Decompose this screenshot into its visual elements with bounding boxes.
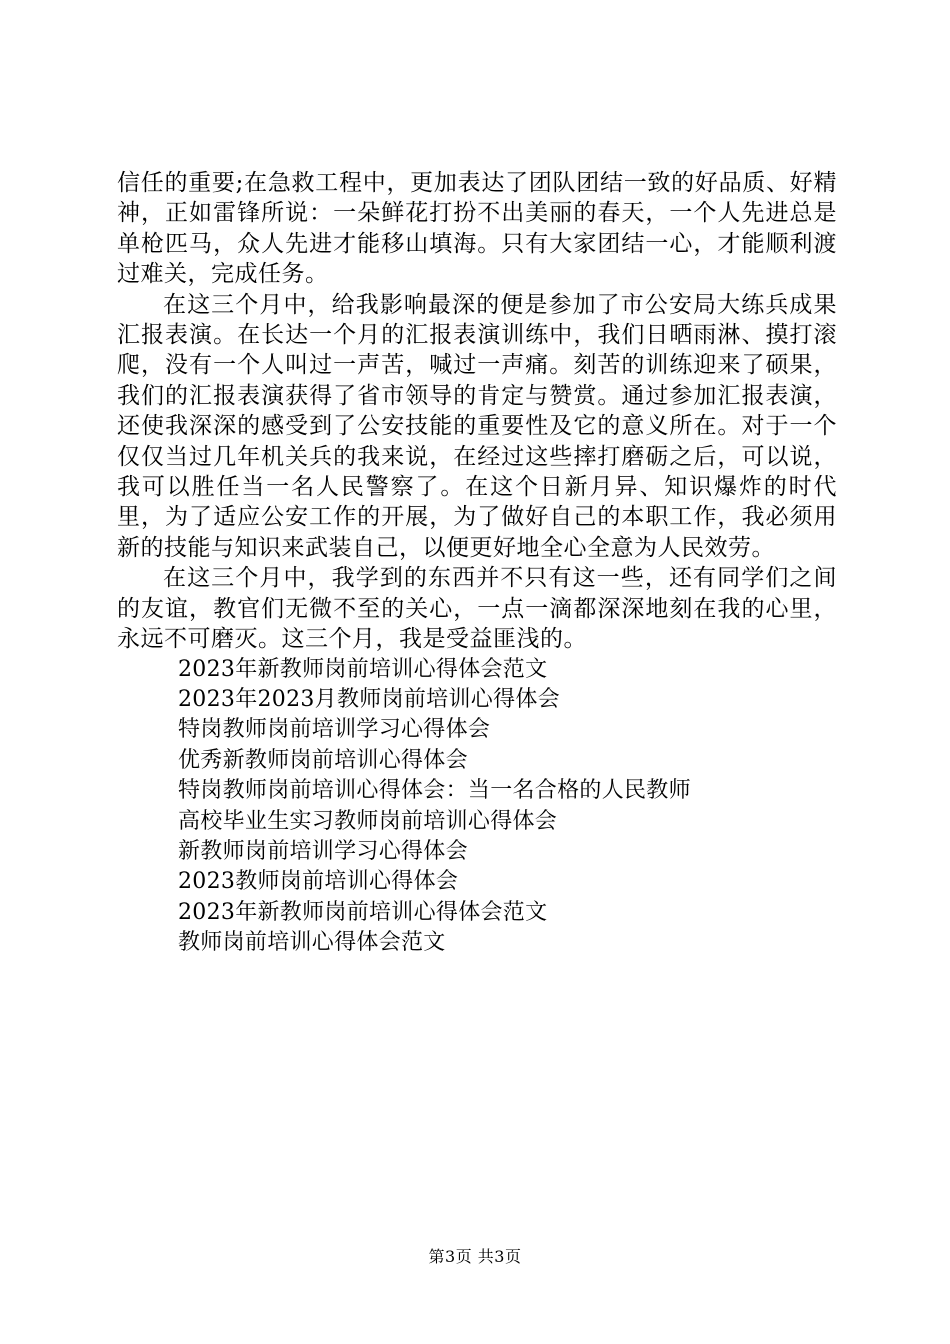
body-paragraph-3: 在这三个月中，我学到的东西并不只有这一些，还有同学们之间的友谊，教官们无微不至的关心，一点一滴都深深地刻在我的心里，永远不可磨灭。这三个月，我是受益匪浅的。 (117, 565, 837, 653)
related-article-link-5[interactable]: 特岗教师岗前培训心得体会：当一名合格的人民教师 (178, 778, 691, 804)
body-paragraph-1: 信任的重要;在急救工程中，更加表达了团队团结一致的好品质、好精神，正如雷锋所说：一朵鲜花打扮不出美丽的春天，一个人先进总是单枪匹马，众人先进才能移山填海。只有大家团结一心，才能顺利渡过难关，完成任务。 (117, 170, 837, 288)
body-paragraph-2: 在这三个月中，给我影响最深的便是参加了市公安局大练兵成果汇报表演。在长达一个月的汇报表演训练中，我们日晒雨淋、摸打滚爬，没有一个人叫过一声苦，喊过一声痛。刻苦的训练迎来了硕果，我们的汇报表演获得了省市领导的肯定与赞赏。通过参加汇报表演，还使我深深的感受到了公安技能的重要性及它的意义所在。对于一个仅仅当过几年机关兵的我来说，在经过这些摔打磨砺之后，可以说，我可以胜任当一名人民警察了。在这个日新月异、知识爆炸的时代里，为了适应公安工作的开展，为了做好自己的本职工作，我必须用新的技能与知识来武装自己，以便更好地全心全意为人民效劳。 (117, 291, 837, 561)
related-article-link-6[interactable]: 高校毕业生实习教师岗前培训心得体会 (178, 808, 558, 834)
related-articles-list (117, 655, 837, 959)
page-footer: 第3页 共3页 (428, 1247, 522, 1266)
document-body (117, 168, 837, 959)
related-article-link-7[interactable]: 新教师岗前培训学习心得体会 (178, 838, 468, 864)
related-article-link-4[interactable]: 优秀新教师岗前培训心得体会 (178, 747, 468, 773)
related-article-link-9[interactable]: 2023年新教师岗前培训心得体会范文 (178, 899, 548, 925)
related-article-link-10[interactable]: 教师岗前培训心得体会范文 (178, 930, 446, 956)
related-article-link-8[interactable]: 2023教师岗前培训心得体会 (178, 869, 459, 895)
related-article-link-2[interactable]: 2023年2023月教师岗前培训心得体会 (178, 686, 560, 712)
related-article-link-1[interactable]: 2023年新教师岗前培训心得体会范文 (178, 656, 548, 682)
related-article-link-3[interactable]: 特岗教师岗前培训学习心得体会 (178, 717, 491, 743)
